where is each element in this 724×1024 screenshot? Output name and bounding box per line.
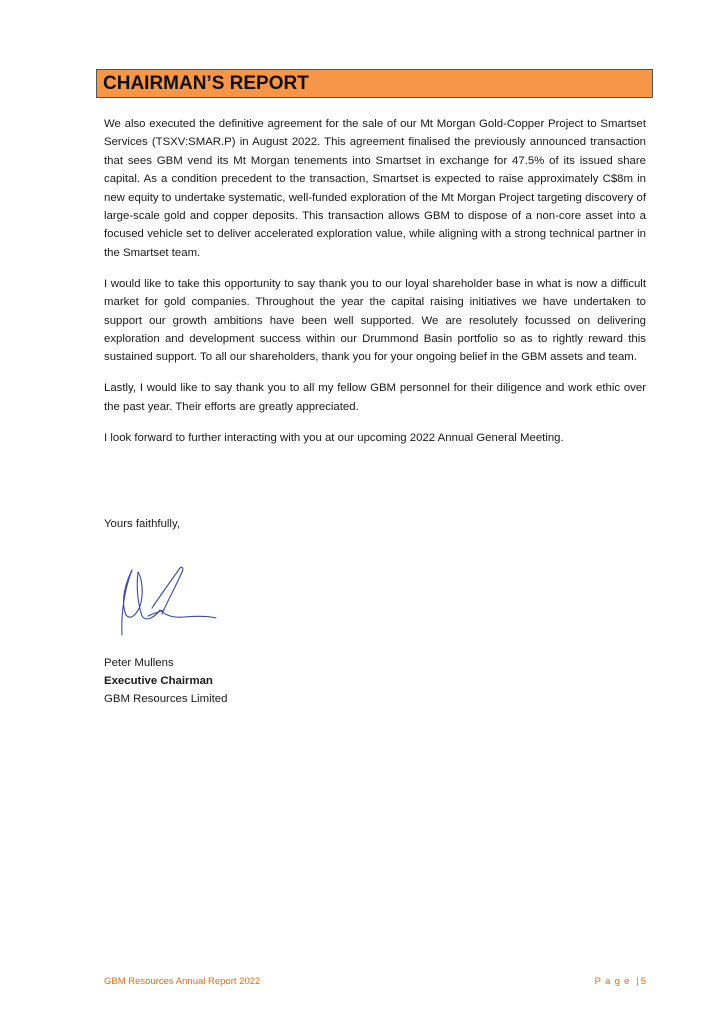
signatory-company: GBM Resources Limited (104, 693, 228, 705)
paragraph-agm: I look forward to further interacting with you at our upcoming 2022 Annual General Meeting. (104, 431, 564, 444)
report-body (104, 115, 646, 460)
signature-icon (112, 560, 222, 640)
section-title: CHAIRMAN’S REPORT (103, 73, 309, 94)
signatory-role: Executive Chairman (104, 675, 213, 687)
footer-page-number (595, 976, 646, 987)
footer-separator: | (636, 976, 639, 987)
footer-page-value: 5 (640, 976, 646, 987)
closing-salutation: Yours faithfully, (104, 518, 180, 530)
section-title-bar (96, 69, 653, 98)
signatory-name: Peter Mullens (104, 657, 174, 669)
footer-page-label: Page (594, 976, 634, 987)
paragraph-personnel-thanks: Lastly, I would like to say thank you to all my fellow GBM personnel for their diligence and work ethic over the past year. Their efforts are greatly appreciated. (104, 382, 646, 413)
paragraph-shareholder-thanks: I would like to take this opportunity to say thank you to our loyal shareholder base in what is now a difficult market for gold companies. Throughout the year the capital raising initiatives we have undertaken to support our growth ambitions have been well supported. We are resolutely focussed on delivering exploration and development success within our Drummond Basin portfolio so as to rightly reward this sustained support. To all our shareholders, thank you for your ongoing belief in the GBM assets and team. (104, 277, 646, 364)
paragraph-mt-morgan-sale: We also executed the definitive agreement for the sale of our Mt Morgan Gold-Copper Project to Smartset Services (TSXV:SMAR.P) in August 2022. This agreement finalised the previously announced transaction that sees GBM vend its Mt Morgan tenements into Smartset in exchange for 47.5% of its issued share capital. As a condition precedent to the transaction, Smartset is expected to raise approximately C$8m in new equity to undertake systematic, well-funded exploration of the Mt Morgan Project targeting discovery of large-scale gold and copper deposits. This transaction allows GBM to dispose of a non-core asset into a focused vehicle set to deliver accelerated exploration value, while aligning with a strong technical partner in the Smartset team. (104, 118, 646, 259)
signatory-block (104, 654, 227, 708)
footer-report-title: GBM Resources Annual Report 2022 (104, 976, 261, 987)
